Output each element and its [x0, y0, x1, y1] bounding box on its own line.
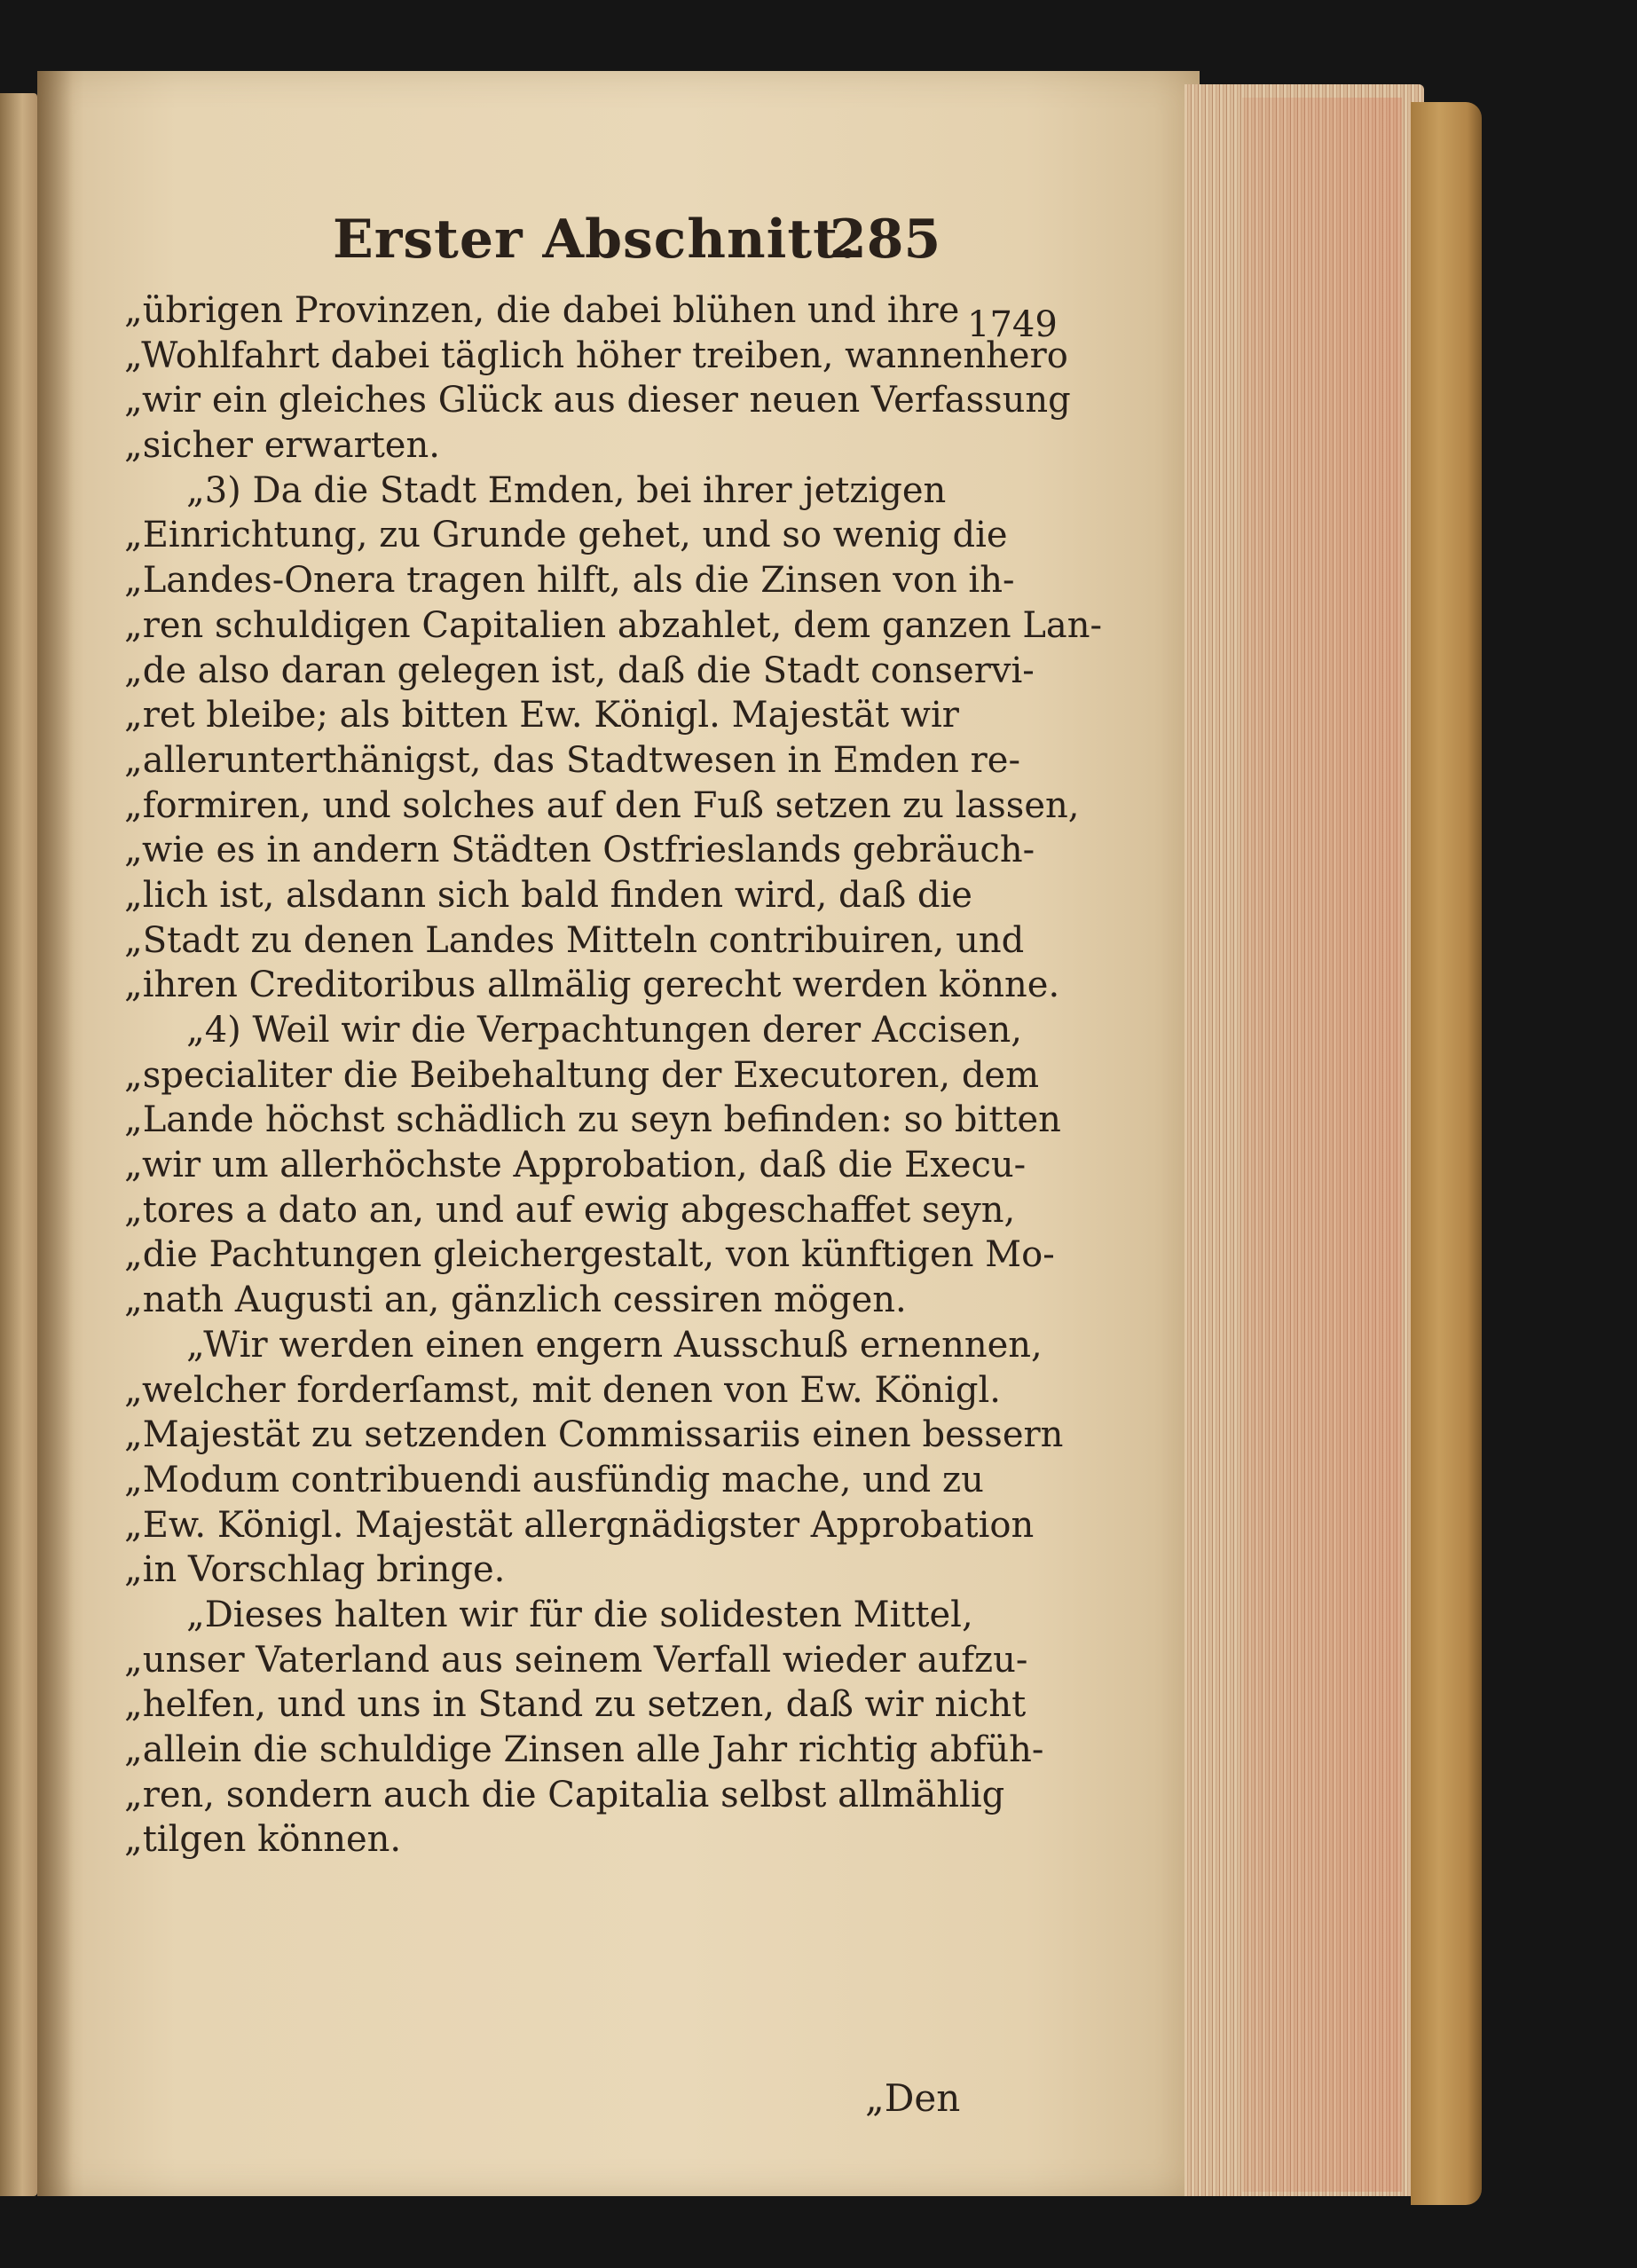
text-line: „Einrichtung, zu Grunde gehet, und so wenig die — [124, 515, 1008, 556]
running-header — [124, 191, 976, 288]
text-line: „welcher forderſamst, mit denen von Ew. Königl. — [124, 1369, 1001, 1411]
catchword: „Den — [865, 2076, 961, 2120]
text-line: „ret bleibe; als bitten Ew. Königl. Majestät wir — [124, 695, 959, 736]
text-line: „in Vorschlag bringe. — [124, 1549, 506, 1591]
text-line: „Lande höchst schädlich zu seyn befinden: so bitten — [124, 1099, 1061, 1141]
text-line: „ihren Creditoribus allmälig gerecht werden könne. — [124, 965, 1060, 1006]
text-block — [124, 191, 1103, 2120]
text-line: „helfen, und uns in Stand zu setzen, daß wir nicht — [124, 1684, 1027, 1726]
text-line: „Ew. Königl. Majestät allergnädigster Approbation — [124, 1504, 1035, 1546]
text-line: „wir ein gleiches Glück aus dieser neuen Verfassung — [124, 380, 1071, 421]
text-line: „de also daran gelegen ist, daß die Stadt conservi- — [124, 650, 1035, 691]
text-line: „wir um allerhöchste Approbation, daß die Execu- — [124, 1145, 1027, 1186]
text-line: „Stadt zu denen Landes Mitteln contribuiren, und — [124, 919, 1025, 961]
text-line: „ren schuldigen Capitalien abzahlet, dem ganzen Lan- — [124, 604, 1103, 646]
text-line: „4) Weil wir die Verpachtungen derer Accisen, — [186, 1010, 1023, 1051]
text-line: „Modum contribuendi ausfündig mache, und zu — [124, 1459, 984, 1500]
gutter-shadow — [37, 71, 73, 2196]
text-line: „allerunterthänigst, das Stadtwesen in Emden re- — [124, 739, 1020, 781]
margin-year: 1749 — [967, 304, 1058, 345]
text-line: „Wir werden einen engern Ausschuß ernennen, — [186, 1324, 1043, 1366]
text-line: „Dieses halten wir für die solidesten Mittel, — [186, 1594, 973, 1635]
text-line: „specialiter die Beibehaltung der Executoren, dem — [124, 1054, 1040, 1096]
text-line: „sicher erwarten. — [124, 425, 440, 467]
back-cover — [1411, 102, 1482, 2205]
text-line: „Wohlfahrt dabei täglich höher treiben, wannenhero — [124, 335, 1068, 376]
page-number: 285 — [830, 209, 941, 271]
text-line: „Majestät zu setzenden Commissariis einen bessern — [124, 1414, 1064, 1456]
text-line: „tilgen können. — [124, 1819, 402, 1861]
text-line: „wie es in andern Städten Ostfrieslands gebräuch- — [124, 830, 1035, 871]
text-line: „tores a dato an, und auf ewig abgeschaffet seyn, — [124, 1189, 1016, 1231]
text-line: „die Pachtungen gleichergestalt, von künftigen Mo- — [124, 1234, 1055, 1276]
text-line: „ren, sondern auch die Capitalia selbst allmählig — [124, 1774, 1005, 1815]
text-line: „allein die schuldige Zinsen alle Jahr richtig abfüh- — [124, 1729, 1044, 1770]
page-fore-edge-tint — [1242, 98, 1402, 2192]
section-title: Erster Abschnitt. — [333, 209, 858, 271]
facing-page-edge — [0, 93, 37, 2196]
text-line: „nath Augusti an, gänzlich cessiren mögen. — [124, 1280, 907, 1321]
text-line: „Landes-Onera tragen hilft, als die Zinsen von ih- — [124, 560, 1015, 602]
text-line: „lich ist, alsdann sich bald finden wird, daß die — [124, 874, 972, 916]
text-line: „unser Vaterland aus seinem Verfall wieder aufzu- — [124, 1639, 1028, 1681]
text-line: „3) Da die Stadt Emden, bei ihrer jetzigen — [186, 469, 947, 511]
text-line: „übrigen Provinzen, die dabei blühen und ihre — [124, 290, 960, 331]
text-line: „formiren, und solches auf den Fuß setzen zu lassen, — [124, 784, 1080, 826]
